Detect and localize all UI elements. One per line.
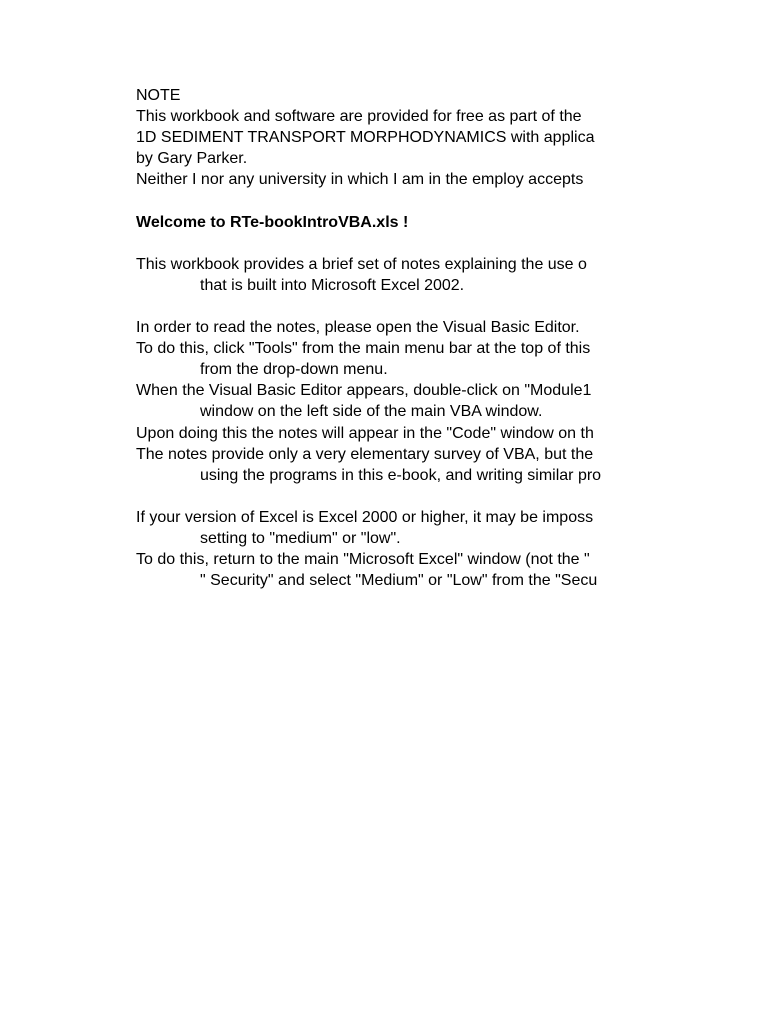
text-line: This workbook provides a brief set of notes explaining the use o [136,255,587,273]
text-line: If your version of Excel is Excel 2000 or higher, it may be imposs [136,508,594,526]
indented-text-line: " Security" and select "Medium" or "Low" from the "Secu [200,572,598,590]
text-line: In order to read the notes, please open the Visual Basic Editor. [136,319,580,337]
text-line: To do this, return to the main "Microsoft Excel" window (not the " [136,551,590,569]
text-line: by Gary Parker. [136,150,248,168]
indented-text-line: that is built into Microsoft Excel 2002. [200,276,465,294]
text-line: The notes provide only a very elementary survey of VBA, but the [136,445,594,463]
blank-line [136,190,645,211]
indented-text-line: setting to "medium" or "low". [200,529,401,547]
worksheet-text-area [136,85,645,605]
blank-line [136,233,645,254]
indented-text-line: using the programs in this e-book, and writing similar pro [200,466,602,484]
note-heading: NOTE [136,87,181,104]
indented-text-line: window on the left side of the main VBA window. [200,403,543,421]
text-line: 1D SEDIMENT TRANSPORT MORPHODYNAMICS with applica [136,129,595,147]
blank-line [136,486,645,507]
indented-text-line: from the drop-down menu. [200,361,388,379]
text-line: When the Visual Basic Editor appears, double-click on "Module1 [136,382,592,400]
blank-line [136,296,645,317]
text-line: Upon doing this the notes will appear in the "Code" window on th [136,424,594,442]
text-line: To do this, click "Tools" from the main menu bar at the top of this [136,340,591,358]
text-line: Neither I nor any university in which I am in the employ accepts [136,171,584,189]
welcome-heading: Welcome to RTe-bookIntroVBA.xls ! [136,213,409,231]
text-line: This workbook and software are provided for free as part of the [136,108,582,126]
